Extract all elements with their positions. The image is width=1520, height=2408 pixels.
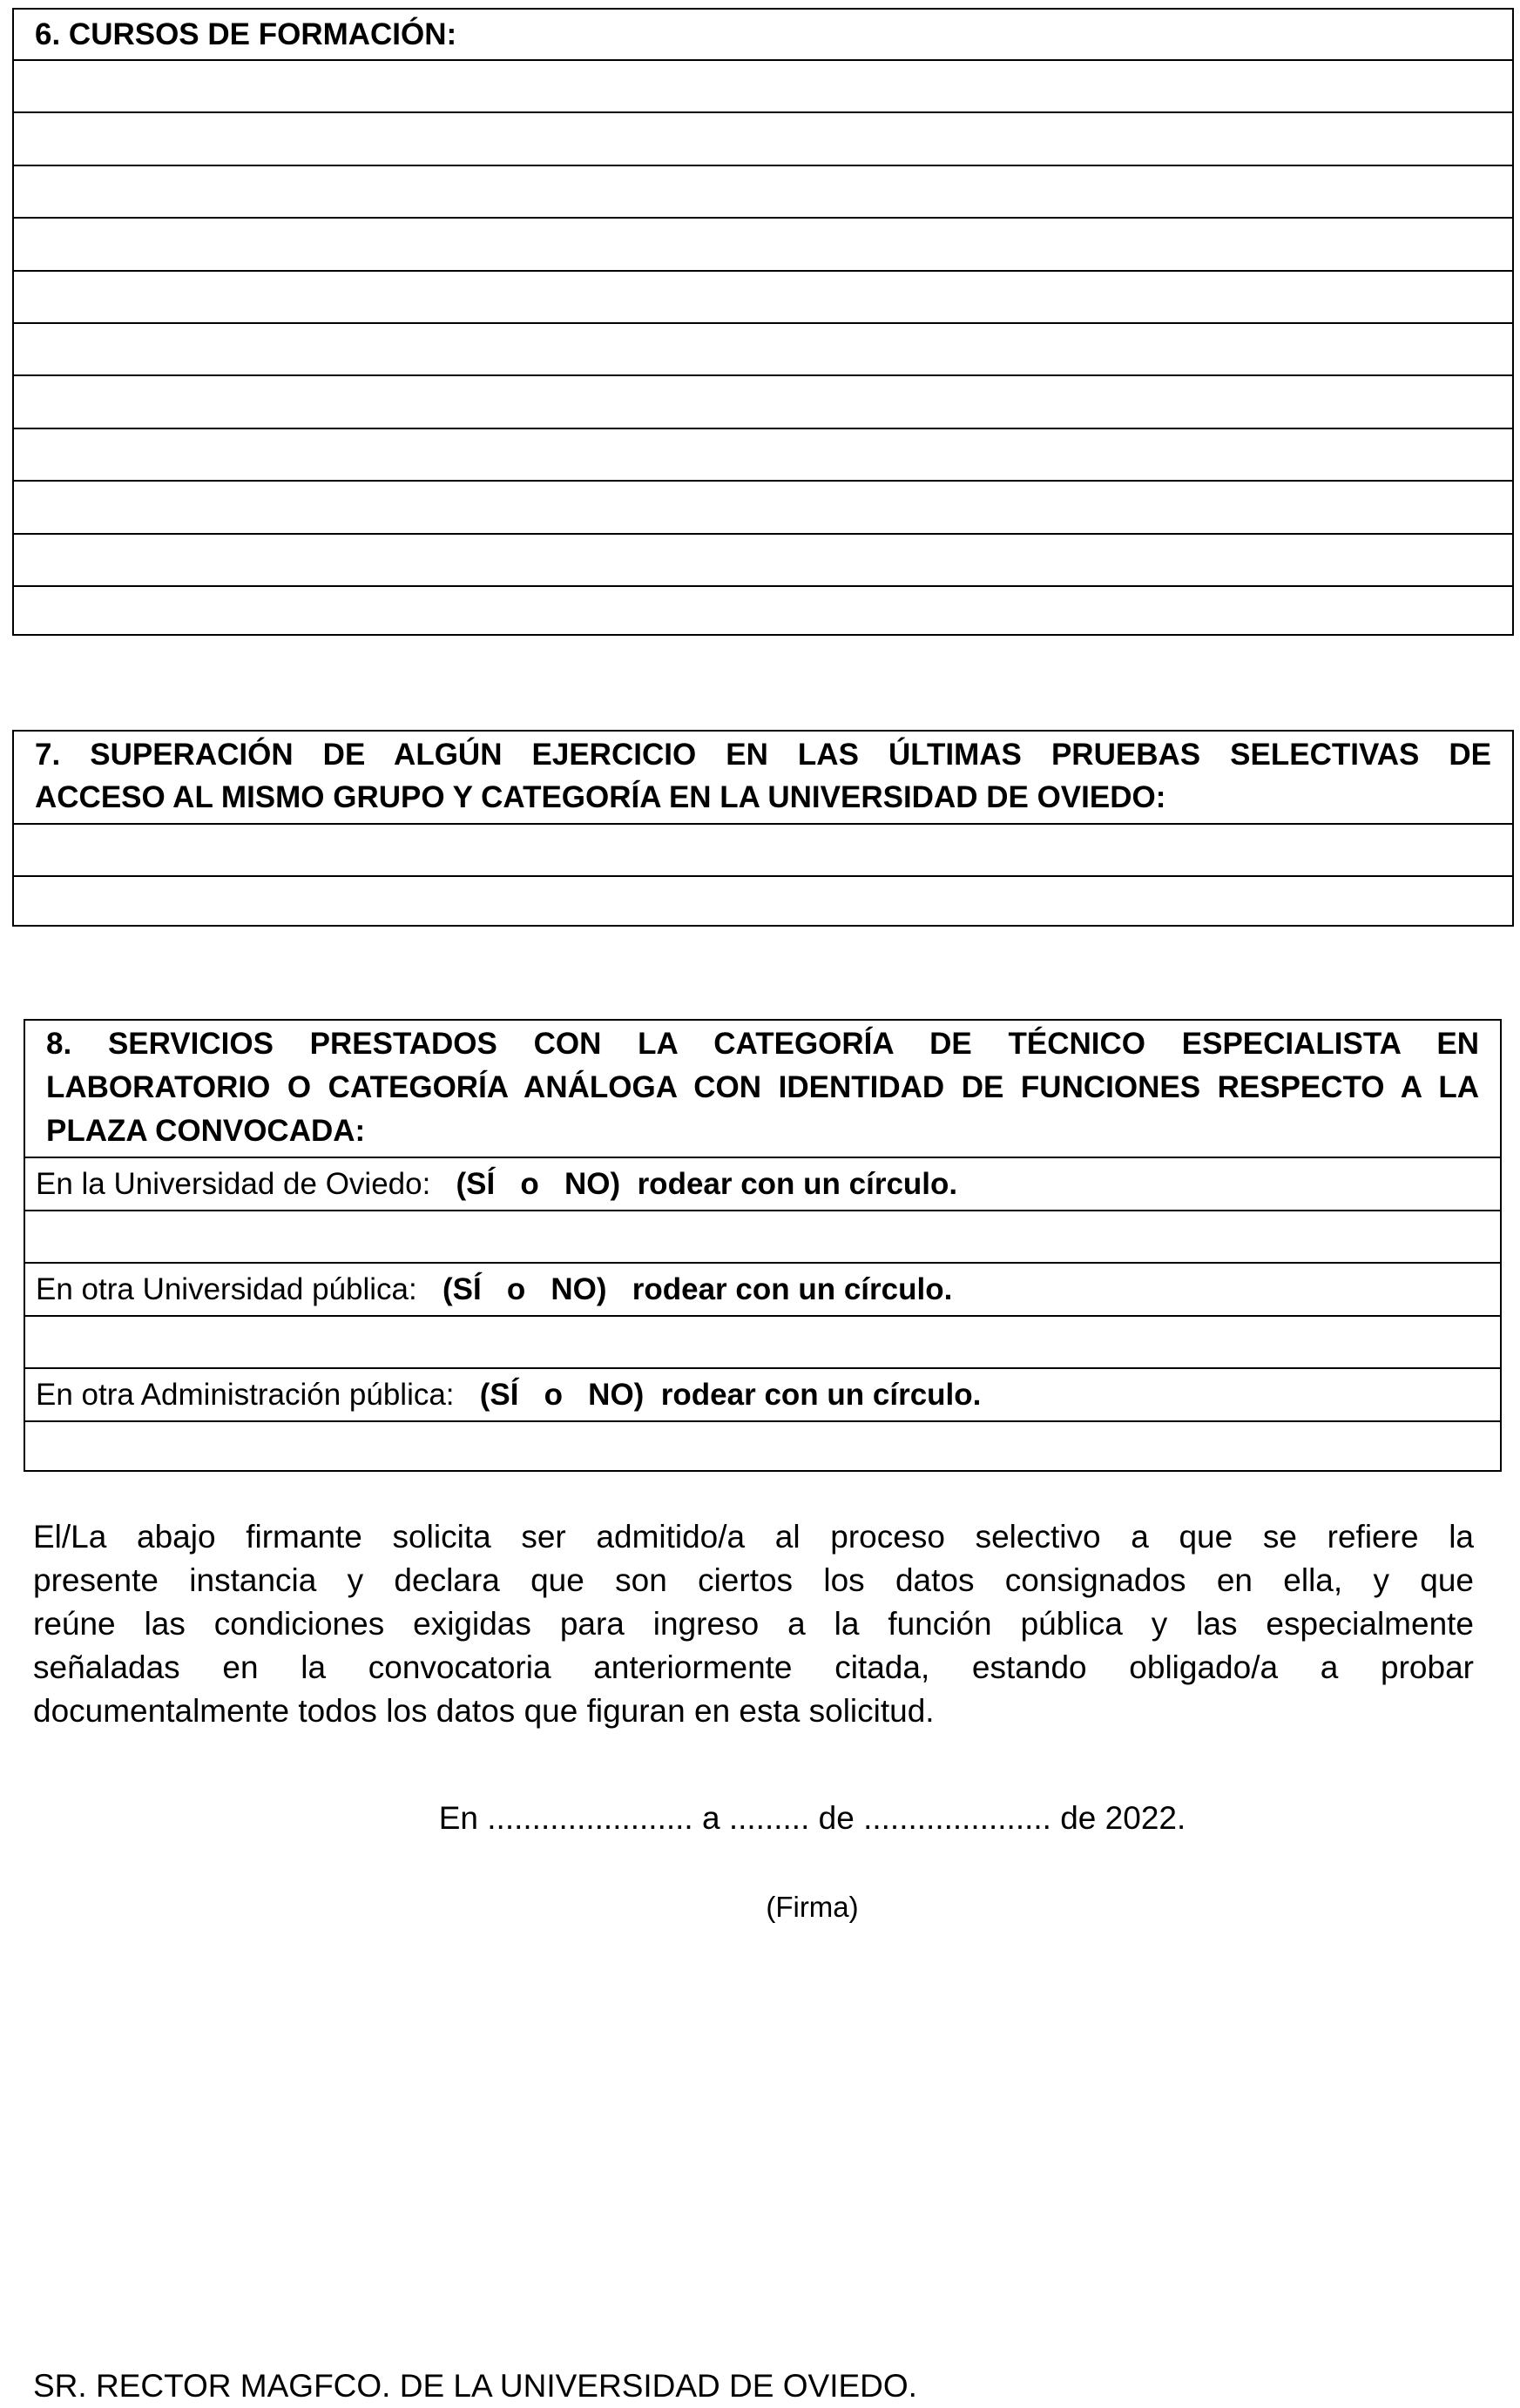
services-entry-row[interactable] xyxy=(25,1315,1500,1367)
section-7-title-line: ACCESO AL MISMO GRUPO Y CATEGORÍA EN LA UNIVERSIDAD DE OVIEDO: xyxy=(35,780,1166,814)
question-university-oviedo xyxy=(25,1157,1500,1210)
question-label: En otra Universidad pública: xyxy=(36,1272,417,1306)
yes-no-options[interactable]: (SÍ o NO) xyxy=(479,1378,645,1412)
courses-entry-row[interactable] xyxy=(14,585,1512,637)
section-8-title xyxy=(25,1021,1500,1157)
courses-entry-row[interactable] xyxy=(14,480,1512,532)
section-7-title xyxy=(14,732,1512,823)
signature-label: (Firma) xyxy=(766,1891,859,1923)
section-8-title-line: 8. SERVICIOS PRESTADOS CON LA CATEGORÍA DE TÉCNICO ESPECIALISTA EN xyxy=(46,1027,1479,1061)
exercise-entry-row[interactable] xyxy=(14,875,1512,927)
courses-entry-row[interactable] xyxy=(14,165,1512,217)
declaration-line: reúne las condiciones exigidas para ingreso a la función pública y las especialmente xyxy=(33,1606,1474,1642)
circle-instruction: rodear con un círculo. xyxy=(660,1378,982,1412)
courses-entry-row[interactable] xyxy=(14,322,1512,374)
declaration-line: El/La abajo firmante solicita ser admitido/a al proceso selectivo a que se refiere la xyxy=(33,1519,1474,1555)
courses-entry-row[interactable] xyxy=(14,428,1512,480)
question-label: En otra Administración pública: xyxy=(36,1378,455,1412)
declaration-line: documentalmente todos los datos que figuran en esta solicitud. xyxy=(33,1693,935,1729)
courses-entry-row[interactable] xyxy=(14,374,1512,427)
yes-no-options[interactable]: (SÍ o NO) xyxy=(442,1272,607,1306)
circle-instruction: rodear con un círculo. xyxy=(637,1167,958,1201)
declaration-line: señaladas en la convocatoria anteriormente citada, estando obligado/a a probar xyxy=(33,1649,1474,1685)
section-6-title: 6. CURSOS DE FORMACIÓN: xyxy=(35,17,457,51)
courses-entry-row[interactable] xyxy=(14,59,1512,111)
circle-instruction: rodear con un círculo. xyxy=(632,1272,953,1306)
declaration-paragraph xyxy=(33,1515,1474,1733)
question-label: En la Universidad de Oviedo: xyxy=(36,1167,431,1201)
section-8-services-table xyxy=(24,1019,1502,1472)
services-entry-row[interactable] xyxy=(25,1420,1500,1473)
question-other-public-university xyxy=(25,1262,1500,1315)
exercise-entry-row[interactable] xyxy=(14,823,1512,875)
question-other-public-administration xyxy=(25,1367,1500,1420)
section-7-title-line: 7. SUPERACIÓN DE ALGÚN EJERCICIO EN LAS ÚLTIMAS PRUEBAS SELECTIVAS DE xyxy=(35,738,1491,772)
courses-entry-row[interactable] xyxy=(14,533,1512,585)
courses-entry-row[interactable] xyxy=(14,111,1512,164)
addressee: SR. RECTOR MAGFCO. DE LA UNIVERSIDAD DE OVIEDO. xyxy=(33,2368,917,2404)
yes-no-options[interactable]: (SÍ o NO) xyxy=(456,1167,621,1201)
services-entry-row[interactable] xyxy=(25,1210,1500,1262)
place-date-line[interactable]: En ....................... a ......... de ..................... de 2022. xyxy=(438,1800,1186,1836)
section-8-title-line: PLAZA CONVOCADA: xyxy=(46,1114,366,1148)
section-6-courses-table xyxy=(12,8,1514,636)
courses-entry-row[interactable] xyxy=(14,270,1512,322)
courses-entry-row[interactable] xyxy=(14,217,1512,269)
section-7-exercise-table xyxy=(12,730,1514,927)
declaration-line: presente instancia y declara que son ciertos los datos consignados en ella, y que xyxy=(33,1562,1474,1598)
section-8-title-line: LABORATORIO O CATEGORÍA ANÁLOGA CON IDENTIDAD DE FUNCIONES RESPECTO A LA xyxy=(46,1070,1479,1104)
